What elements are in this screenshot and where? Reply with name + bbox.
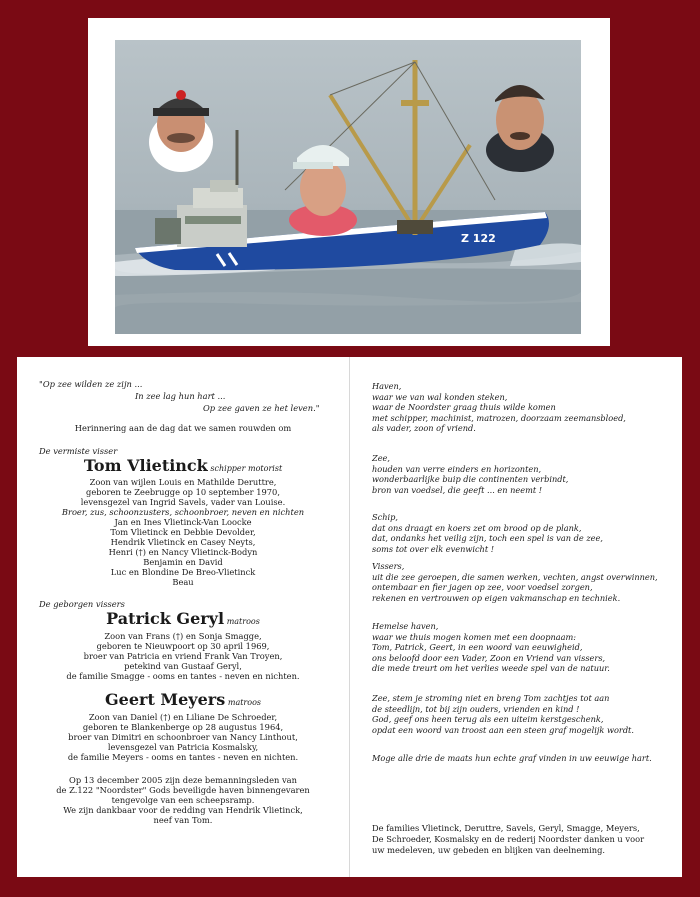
patrick-detail: broer van Patricia en vriend Frank Van Troyen,	[83, 651, 283, 661]
geert-detail: broer van Dimitri en schoonbroer van Nancy Linthout,	[68, 732, 298, 742]
patrick-detail: de familie Smagge - ooms en tantes - neven en nichten.	[66, 671, 300, 681]
tom-relative: Beau	[172, 577, 194, 587]
poem-line: Hemelse haven,	[372, 621, 439, 631]
geert-detail: geboren te Blankenberge op 28 augustus 1964,	[82, 722, 284, 732]
patrick-heading	[17, 610, 349, 628]
poem-line: die mede treurt om het verlies weede spel van de natuur.	[372, 663, 610, 673]
closing-line: de Z.122 "Noordster" Gods beveiligde haven binnengevaren	[56, 785, 310, 795]
poem-line: dat, ondanks het veilig zijn, toch een spel is van de zee,	[372, 533, 603, 543]
closing-line: tengevolge van een scheepsramp.	[111, 795, 255, 805]
memorial-poem-right	[350, 357, 682, 877]
poem-line: waar we van wal konden steken,	[372, 391, 508, 402]
families-line: De Schroeder, Kosmalsky en de rederij Noordster danken u voor	[372, 834, 645, 844]
poem-line: ontembaar en fier jagen op zee, voor voedsel zorgen,	[372, 582, 593, 592]
patrick-detail: Zoon van Frans (†) en Sonja Smagge,	[104, 631, 262, 641]
poem-line: Haven,	[372, 381, 402, 391]
tom-relative: Luc en Blondine De Breo-Vlietinck	[110, 567, 256, 577]
poem-line: Zee,	[372, 453, 390, 463]
poem-line: opdat een woord van troost aan een steen graf mogelijk wordt.	[372, 724, 634, 735]
closing-line: neef van Tom.	[153, 815, 213, 825]
poem-line: God, geef ons heen terug als een uiteim kerstgeschenk,	[372, 714, 604, 724]
tom-relatives-intro: Broer, zus, schoonzusters, schoonbroer, neven en nichten	[61, 507, 305, 517]
poem-line: Vissers,	[372, 561, 405, 571]
tom-relative: Hendrik Vlietinck en Casey Neyts,	[110, 537, 256, 547]
poem-line: met schipper, machinist, matrozen, doorzaam zeemansbloed,	[372, 412, 626, 423]
section-label-missing: De vermiste visser	[39, 446, 118, 456]
tom-relative: Jan en Ines Vlietinck-Van Loocke	[114, 517, 252, 527]
poem-line: bron van voedsel, die geeft ... en neemt !	[372, 484, 543, 495]
poem-line: Moge alle drie de maats hun echte graf vinden in uw eeuwige hart.	[372, 753, 652, 763]
poem-line: Zee, stem je stroming niet en breng Tom zachtjes tot aan	[372, 693, 610, 703]
families-line: uw medeleven, uw gebeden en blijken van deelneming.	[372, 845, 606, 855]
fishing-boat-photo	[115, 40, 581, 334]
tom-heading	[17, 457, 349, 475]
patrick-role: matroos	[226, 617, 260, 626]
tom-relative: Henri (†) en Nancy Vlietinck-Bodyn	[108, 547, 258, 557]
section-label-recovered: De geborgen vissers	[39, 599, 125, 609]
tom-detail: geboren te Zeebrugge op 10 september 1970,	[86, 487, 280, 497]
poem-line: de steedlijn, tot bij zijn ouders, vrienden en kind !	[372, 703, 580, 714]
poem-line: als vader, zoon of vriend.	[372, 423, 476, 433]
tom-detail: levensgezel van Ingrid Savels, vader van Louise.	[80, 497, 286, 507]
remembrance-line: Herinnering aan de dag dat we samen rouwden om	[74, 423, 292, 433]
closing-line: We zijn dankbaar voor de redding van Hendrik Vlietinck,	[63, 805, 303, 815]
quote-line: "Op zee wilden ze zijn ...	[39, 379, 143, 389]
poem-line: dat ons draagt en koers zet om brood op de plank,	[372, 522, 582, 533]
poem-line: waar de Noordster graag thuis wilde komen	[372, 402, 556, 412]
patrick-name: Patrick Geryl	[106, 609, 225, 628]
geert-name: Geert Meyers	[105, 690, 226, 709]
poem-line: rekenen en vertrouwen op eigen vakmanschap en techniek.	[372, 592, 621, 603]
poem-line: waar we thuis mogen komen met een doopnaam:	[372, 631, 576, 642]
geert-detail: de familie Meyers - ooms en tantes - neven en nichten.	[67, 752, 299, 762]
poem-line: Schip,	[372, 512, 398, 522]
quote-line: In zee lag hun hart ...	[135, 391, 226, 401]
poem-line: wonderbaarlijke buip die continenten verbindt,	[372, 474, 569, 484]
tom-role: schipper motorist	[210, 464, 283, 473]
patrick-detail: petekind van Gustaaf Geryl,	[124, 661, 242, 671]
geert-detail: Zoon van Daniel (†) en Liliane De Schroeder,	[88, 712, 278, 722]
geert-heading	[17, 691, 349, 709]
poem-line: houden van verre einders en horizonten,	[372, 463, 542, 474]
poem-line: soms tot over elk evenwicht !	[372, 543, 495, 554]
closing-line: Op 13 december 2005 zijn deze bemanningsleden van	[69, 775, 297, 785]
families-line: De families Vlietinck, Deruttre, Savels, Geryl, Smagge, Meyers,	[372, 823, 640, 833]
poem-line: uit die zee geroepen, die samen werken, vechten, angst overwinnen,	[372, 571, 658, 582]
poem-line: Tom, Patrick, Geert, in een woord van eeuwigheid,	[372, 642, 583, 652]
tom-relative: Tom Vlietinck en Debbie Devolder,	[110, 527, 256, 537]
memorial-photo-card	[88, 18, 610, 346]
tom-relative: Benjamin en David	[143, 557, 223, 567]
patrick-detail: geboren te Nieuwpoort op 30 april 1969,	[96, 641, 270, 651]
geert-role: matroos	[227, 698, 261, 707]
boat-number: Z 122	[461, 232, 496, 245]
tom-detail: Zoon van wijlen Louis en Mathilde Deruttre,	[89, 477, 277, 487]
quote-line: Op zee gaven ze het leven."	[203, 403, 320, 413]
memorial-text-left	[17, 357, 349, 877]
tom-name: Tom Vlietinck	[83, 456, 208, 475]
poem-line: ons beloofd door een Vader, Zoon en Vriend van vissers,	[372, 652, 606, 663]
geert-detail: levensgezel van Patricia Kosmalsky,	[107, 742, 259, 752]
